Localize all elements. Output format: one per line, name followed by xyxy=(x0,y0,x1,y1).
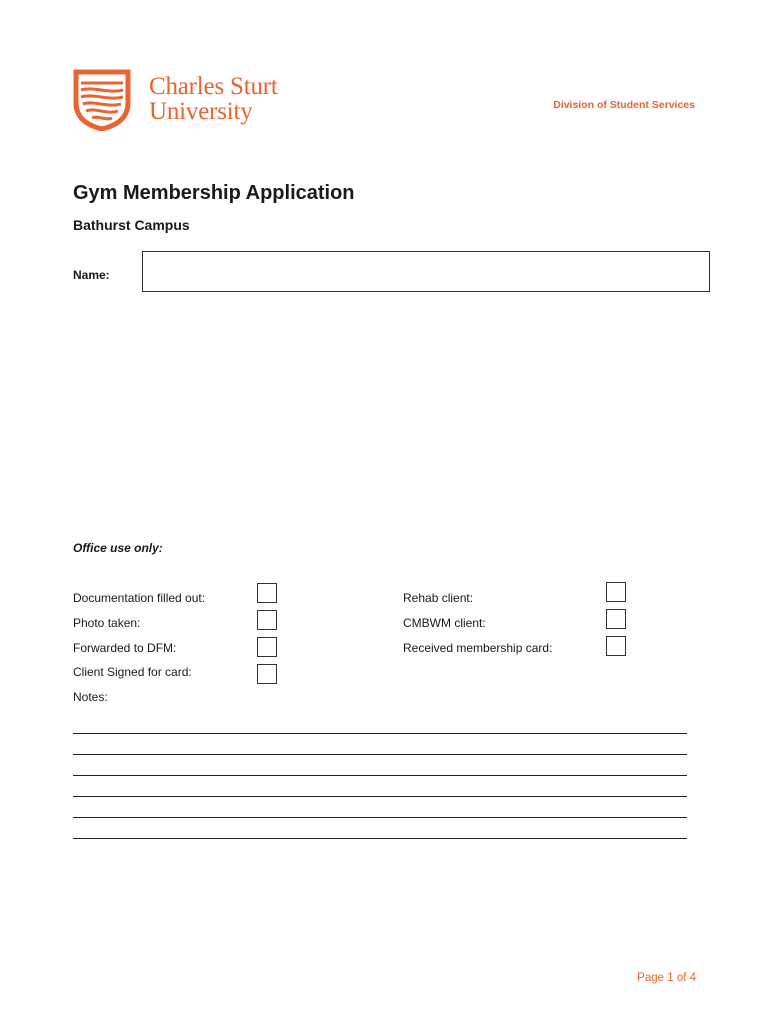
rehab-client-label: Rehab client: xyxy=(403,591,474,605)
page-title: Gym Membership Application xyxy=(73,182,355,204)
notes-line[interactable] xyxy=(73,775,687,776)
name-field[interactable] xyxy=(142,251,710,292)
logo-line-2: University xyxy=(149,98,253,125)
client-signed-label: Client Signed for card: xyxy=(73,665,192,679)
cmbwm-client-checkbox[interactable] xyxy=(606,609,626,629)
logo-line-1: Charles Sturt xyxy=(149,73,278,100)
division-label: Division of Student Services xyxy=(553,99,695,111)
notes-line[interactable] xyxy=(73,817,687,818)
office-use-heading: Office use only: xyxy=(73,541,163,555)
campus-subtitle: Bathurst Campus xyxy=(73,217,190,233)
notes-label: Notes: xyxy=(73,690,108,704)
notes-line[interactable] xyxy=(73,796,687,797)
csu-logo-icon xyxy=(73,69,131,131)
photo-taken-checkbox[interactable] xyxy=(257,610,277,630)
cmbwm-client-label: CMBWM client: xyxy=(403,616,486,630)
received-card-checkbox[interactable] xyxy=(606,636,626,656)
documentation-label: Documentation filled out: xyxy=(73,591,206,605)
forwarded-dfm-checkbox[interactable] xyxy=(257,637,277,657)
name-label: Name: xyxy=(73,268,110,282)
client-signed-checkbox[interactable] xyxy=(257,664,277,684)
forwarded-dfm-label: Forwarded to DFM: xyxy=(73,641,177,655)
received-card-label: Received membership card: xyxy=(403,641,553,655)
photo-taken-label: Photo taken: xyxy=(73,616,141,630)
notes-line[interactable] xyxy=(73,733,687,734)
rehab-client-checkbox[interactable] xyxy=(606,582,626,602)
notes-line[interactable] xyxy=(73,754,687,755)
university-name xyxy=(149,74,278,124)
documentation-checkbox[interactable] xyxy=(257,583,277,603)
notes-line[interactable] xyxy=(73,838,687,839)
page-number: Page 1 of 4 xyxy=(637,972,696,984)
